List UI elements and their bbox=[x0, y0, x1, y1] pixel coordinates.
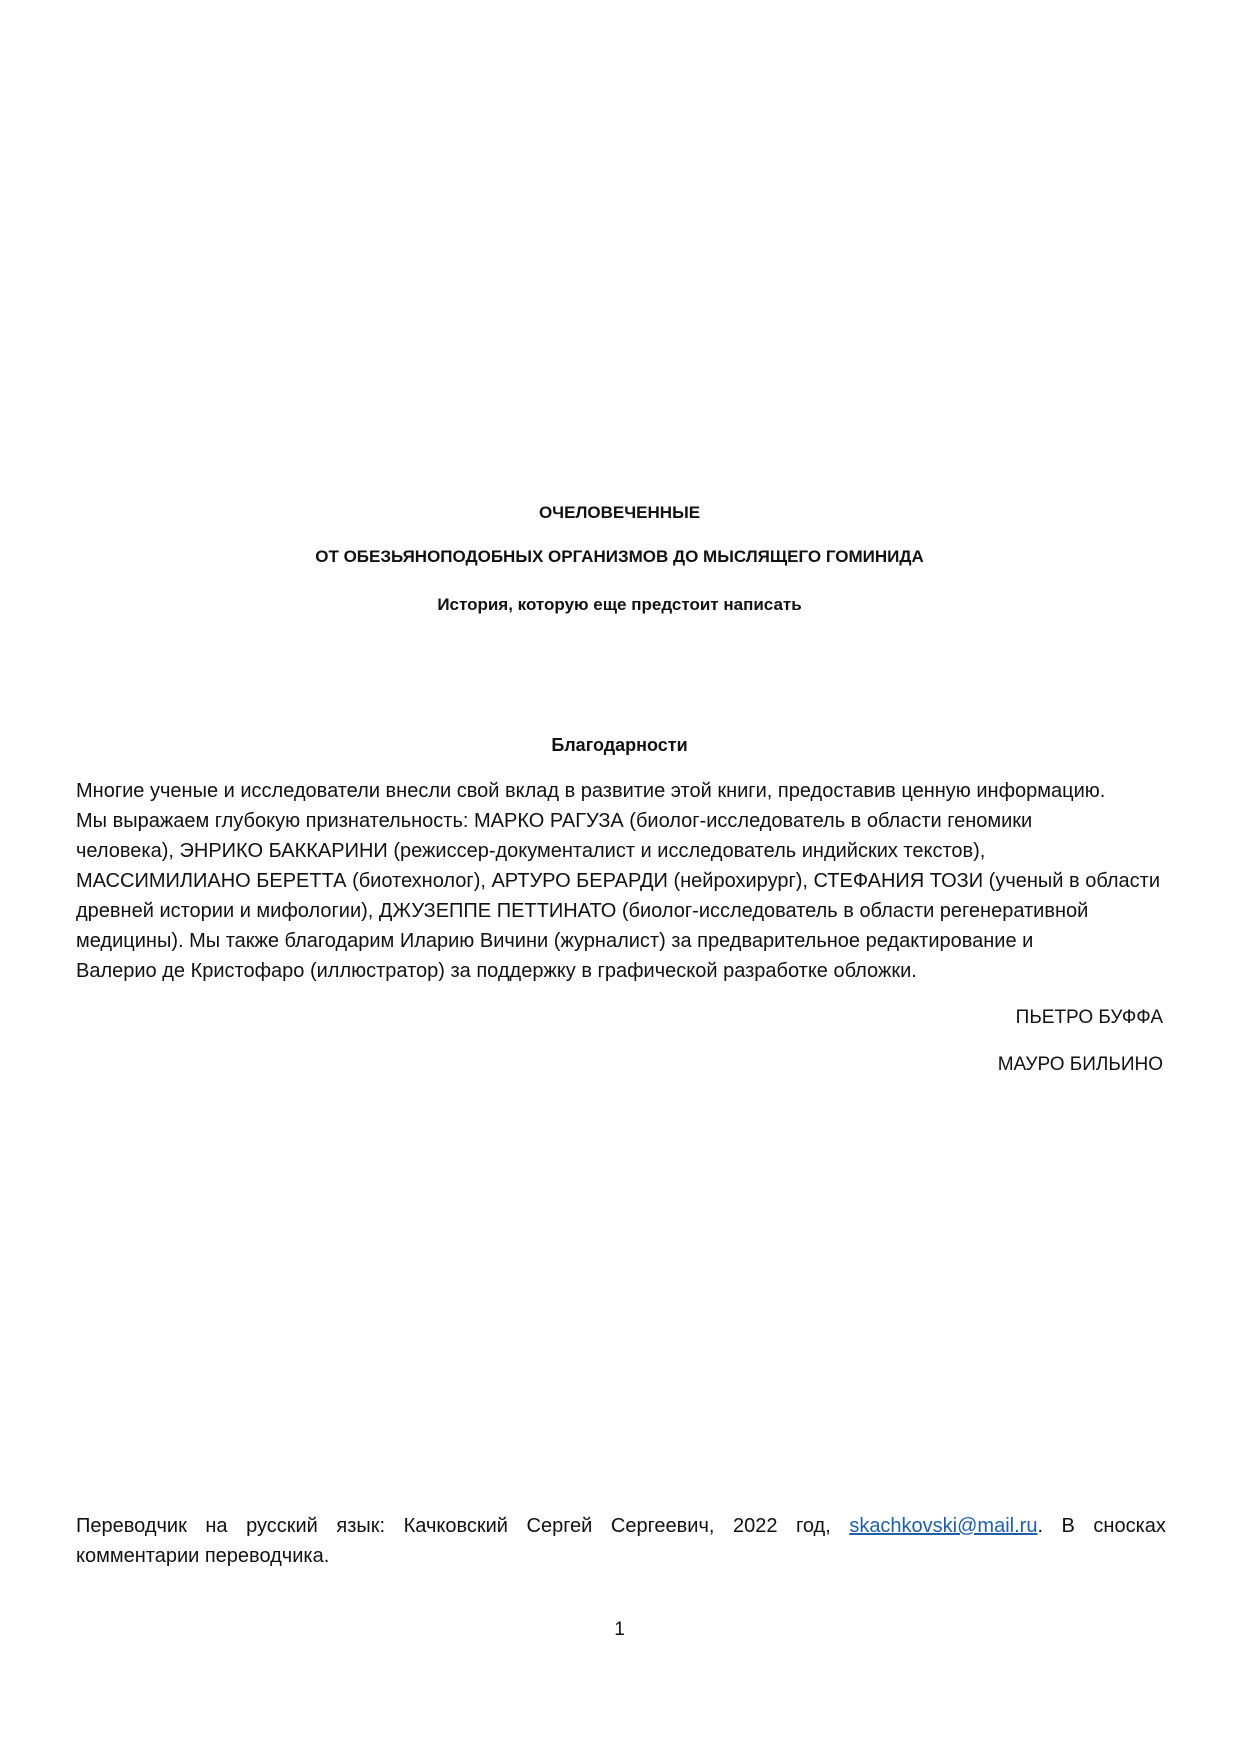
title-line-1: ОЧЕЛОВЕЧЕННЫЕ bbox=[538, 503, 701, 522]
translator-word: Переводчик bbox=[76, 1515, 187, 1537]
acknowledgements-body bbox=[76, 776, 1166, 986]
page-number: 1 bbox=[614, 1619, 625, 1640]
translator-email-group bbox=[849, 1511, 1043, 1541]
acknowledgements-line: Валерио де Кристофаро (иллюстратор) за поддержку в графической разработке обложки. bbox=[76, 960, 917, 982]
translator-note-line-1 bbox=[76, 1511, 1166, 1541]
subtitle: История, которую еще предстоит написать bbox=[437, 595, 802, 614]
translator-word: Сергей bbox=[526, 1515, 593, 1537]
translator-note bbox=[76, 1511, 1166, 1571]
translator-word: год, bbox=[796, 1515, 831, 1537]
translator-word: сносках bbox=[1093, 1515, 1166, 1537]
signature-author-2: МАУРО БИЛЬИНО bbox=[997, 1054, 1163, 1075]
acknowledgements-line: медицины). Мы также благодарим Иларию Вичини (журналист) за предварительное редактирование и bbox=[76, 930, 1034, 952]
translator-word: В bbox=[1061, 1515, 1075, 1537]
translator-email-punct: . bbox=[1037, 1515, 1043, 1537]
translator-word: Сергеевич, bbox=[610, 1515, 715, 1537]
translator-word: Качковский bbox=[403, 1515, 508, 1537]
translator-word: русский bbox=[246, 1515, 318, 1537]
translator-note-line-2: комментарии переводчика. bbox=[76, 1545, 330, 1567]
translator-word: 2022 bbox=[732, 1515, 778, 1537]
translator-word: на bbox=[205, 1515, 228, 1537]
acknowledgements-heading: Благодарности bbox=[551, 735, 688, 755]
acknowledgements-line: МАССИМИЛИАНО БЕРЕТТА (биотехнолог), АРТУРО БЕРАРДИ (нейрохирург), СТЕФАНИЯ ТОЗИ (ученый в области bbox=[76, 870, 1161, 892]
title-line-2: ОТ ОБЕЗЬЯНОПОДОБНЫХ ОРГАНИЗМОВ ДО МЫСЛЯЩЕГО ГОМИНИДА bbox=[315, 547, 924, 566]
translator-word: язык: bbox=[336, 1515, 386, 1537]
acknowledgements-line: древней истории и мифологии), ДЖУЗЕППЕ ПЕТТИНАТО (биолог-исследователь в области регенеративной bbox=[76, 900, 1089, 922]
translator-email-link[interactable]: skachkovski@mail.ru bbox=[849, 1515, 1038, 1537]
acknowledgements-line: человека), ЭНРИКО БАККАРИНИ (режиссер-документалист и исследователь индийских текстов), bbox=[76, 840, 986, 862]
signature-author-1: ПЬЕТРО БУФФА bbox=[1015, 1007, 1163, 1028]
acknowledgements-line: Многие ученые и исследователи внесли свой вклад в развитие этой книги, предоставив ценную информацию. bbox=[76, 780, 1106, 802]
acknowledgements-line: Мы выражаем глубокую признательность: МАРКО РАГУЗА (биолог-исследователь в области геномики bbox=[76, 810, 1033, 832]
